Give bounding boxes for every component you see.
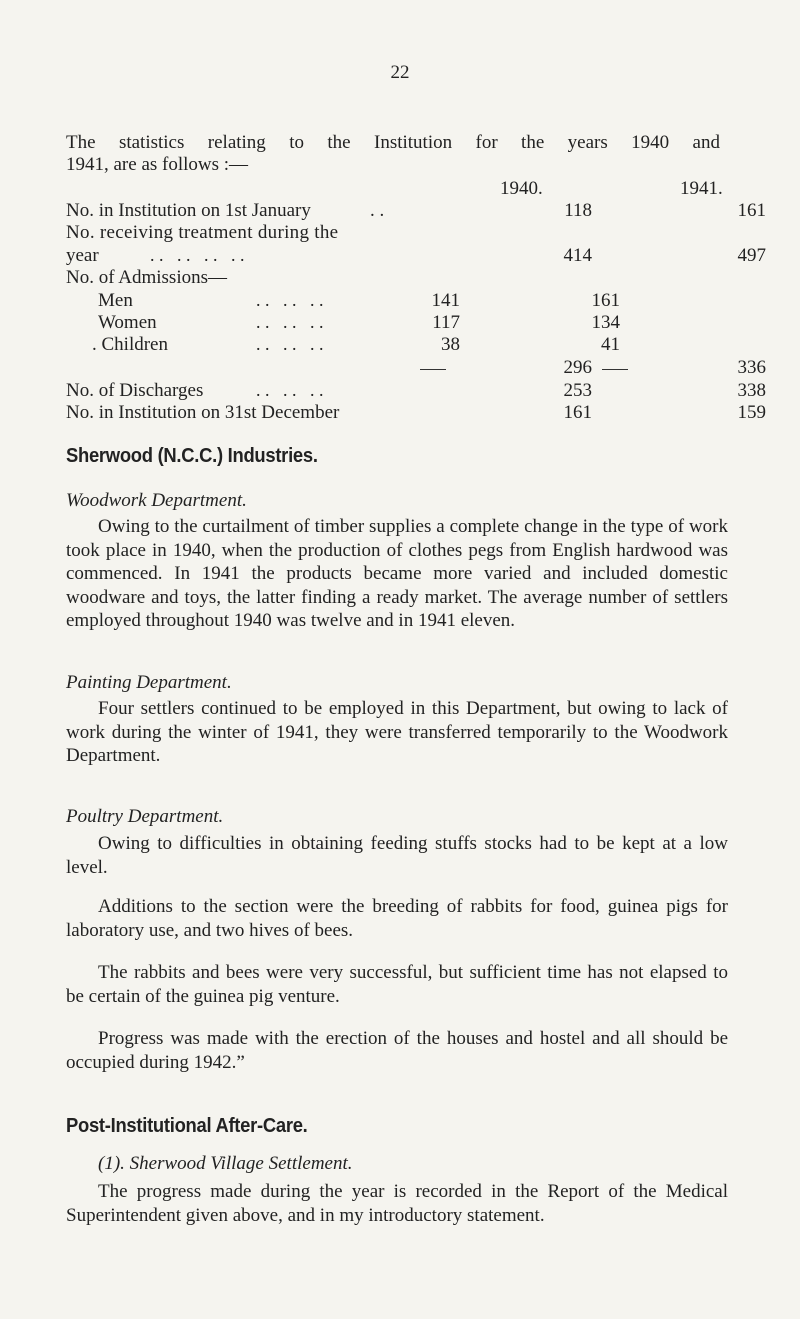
poultry-paragraph-2: Additions to the section were the breeding of rabbits for food, guinea pigs for laboratory use, and two hives of bees. — [66, 896, 728, 941]
row-label-admissions: No. of Admissions— — [66, 267, 227, 288]
row-label-in-january: No. in Institution on 1st January — [66, 200, 311, 221]
row-dots: . . . . . . — [256, 334, 324, 354]
row-label-discharges: No. of Discharges — [66, 380, 204, 401]
year-header-1940: 1940. — [500, 178, 543, 199]
intro-paragraph — [66, 132, 720, 176]
row-label-receiving-year: year — [66, 245, 99, 266]
total-rule-1940 — [420, 369, 446, 370]
total-rule-1941 — [602, 369, 628, 370]
row-label-in-december: No. in Institution on 31st December — [66, 402, 340, 423]
poultry-title: Poultry Department. — [66, 806, 224, 827]
value-discharges-1941: 338 — [737, 380, 766, 401]
poultry-paragraph-3: The rabbits and bees were very successful, but sufficient time has not elapsed to be certain of the guinea pig venture. — [66, 962, 728, 1007]
row-dots: . . . . . . — [256, 290, 324, 310]
value-women-1941: 134 — [591, 312, 620, 333]
value-in-december-1940: 161 — [563, 402, 592, 423]
aftercare-heading: Post-Institutional After-Care. — [66, 1115, 308, 1137]
page-number: 22 — [390, 62, 410, 83]
settlement-paragraph: The progress made during the year is recorded in the Report of the Medical Superintendent given above, and in my introductory statement. — [66, 1181, 728, 1226]
value-receiving-1940: 414 — [563, 245, 592, 266]
intro-line-1: The statistics relating to the Institution for the years 1940 and — [66, 132, 720, 153]
value-in-december-1941: 159 — [737, 402, 766, 423]
row-dots: . . . . . . . . — [150, 245, 245, 265]
row-label-children: . Children — [92, 334, 168, 355]
row-label-receiving: No. receiving treatment during the — [66, 222, 339, 243]
value-children-1941: 41 — [601, 334, 620, 355]
row-label-women: Women — [98, 312, 157, 333]
woodwork-title: Woodwork Department. — [66, 490, 247, 511]
row-dots: . . — [370, 200, 385, 221]
painting-paragraph: Four settlers continued to be employed in this Department, but owing to lack of work during the winter of 1941, they were transferred temporarily to the Woodwork Department. — [66, 698, 728, 767]
value-admissions-total-1941: 336 — [737, 357, 766, 378]
woodwork-paragraph: Owing to the curtailment of timber supplies a complete change in the type of work took place in 1940, when the production of clothes pegs from English hardwood was commenced. In 1941 the products became more varied and included domestic woodware and toys, the latter finding a ready market. The average number of settlers employed throughout 1940 was twelve and in 1941 eleven. — [66, 516, 728, 632]
value-discharges-1940: 253 — [563, 380, 592, 401]
poultry-paragraph-1: Owing to difficulties in obtaining feeding stuffs stocks had to be kept at a low level. — [66, 833, 728, 878]
value-in-january-1941: 161 — [737, 200, 766, 221]
painting-title: Painting Department. — [66, 672, 232, 693]
poultry-paragraph-4: Progress was made with the erection of the houses and hostel and all should be occupied during 1942.” — [66, 1028, 728, 1073]
value-men-1941: 161 — [591, 290, 620, 311]
intro-line-2: 1941, are as follows :— — [66, 154, 249, 175]
row-dots: . . . . . . — [256, 380, 324, 400]
settlement-title: (1). Sherwood Village Settlement. — [98, 1153, 353, 1174]
industries-heading: Sherwood (N.C.C.) Industries. — [66, 445, 318, 467]
value-children-1940: 38 — [441, 334, 460, 355]
value-admissions-total-1940: 296 — [563, 357, 592, 378]
row-dots: . . . . . . — [256, 312, 324, 332]
year-header-1941: 1941. — [680, 178, 723, 199]
row-label-men: Men — [98, 290, 133, 311]
value-receiving-1941: 497 — [737, 245, 766, 266]
value-in-january-1940: 118 — [564, 200, 592, 221]
value-women-1940: 117 — [432, 312, 460, 333]
value-men-1940: 141 — [431, 290, 460, 311]
